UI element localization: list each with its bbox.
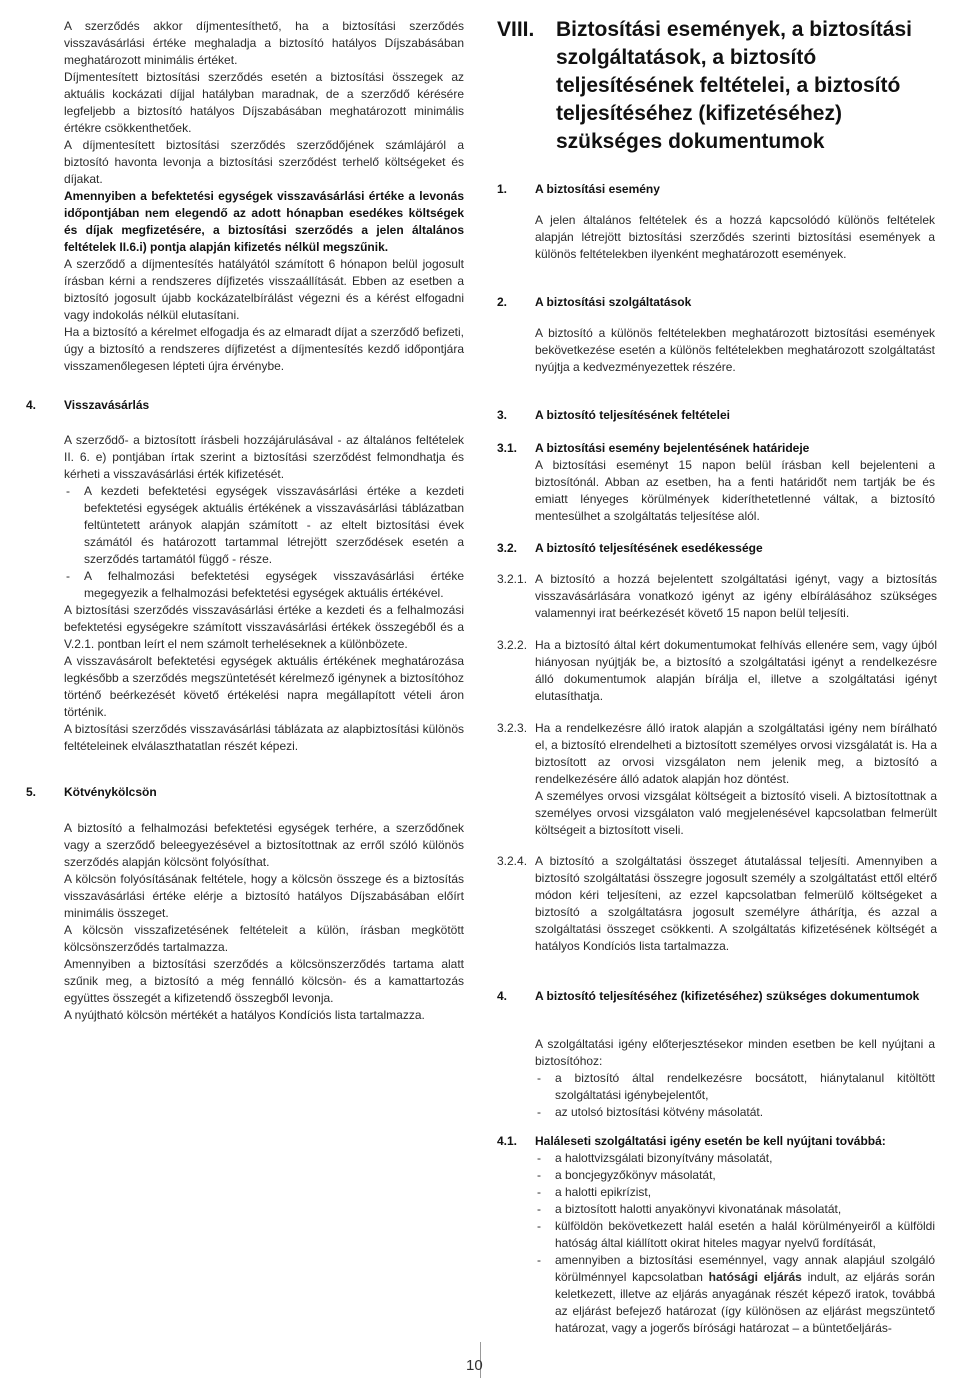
section-title: A biztosító teljesítésének feltételei <box>535 408 730 422</box>
section-title: A biztosítási szolgáltatások <box>535 295 692 309</box>
subsection-3-2-1 <box>497 571 937 622</box>
section-body <box>535 1150 935 1337</box>
dash-list-item: - a halottvizsgálati bizonyítvány másolatát, <box>535 1150 935 1167</box>
section-body <box>535 457 935 525</box>
section-body <box>535 1036 935 1121</box>
text-span: indult, az eljárás során keletkezett, illetve az eljárás anyagának részét képező iratok, továbbá az eljárást befejező határozat (így különösen az eljárást megszüntető határozat, vagy a jogerős bírósági határozat – a büntetőeljárás- <box>555 1270 935 1335</box>
subsection-number: 3.2.1. <box>497 572 528 586</box>
chapter-title: Biztosítási események, a biztosítási szolgáltatások, a biztosító teljesítésének feltételei, a biztosító teljesítéséhez (kifizetéséhez) szükséges dokumentumok <box>556 18 912 153</box>
section-number: 3.1. <box>497 441 518 455</box>
section-body <box>535 212 935 263</box>
subsection-number: 3.2.4. <box>497 854 528 868</box>
section-number: 3.2. <box>497 541 518 555</box>
paragraph: A biztosító a különös feltételekben meghatározott biztosítási események bekövetkezése esetén a különös feltételekben meghatározott szolgáltatást nyújtja a kedvezményezettek részére. <box>535 326 935 374</box>
dash-list-item: - a biztosított halotti anyakönyvi kivonatának másolatát, <box>535 1201 935 1218</box>
subsection-number: 3.2.3. <box>497 721 528 735</box>
paragraph: A biztosító a hozzá bejelentett szolgáltatási igényt, vagy a biztosítás visszavásárlására vonatkozó igényt az igény elbírálásához szükséges valamennyi irat beérkezését követő 15 napon belül teljesíti. <box>535 572 937 620</box>
section-number: 1. <box>497 182 508 196</box>
section-body-kotvenykolcson <box>64 820 464 1024</box>
section-number: 3. <box>497 408 508 422</box>
section-title: Visszavásárlás <box>64 398 150 412</box>
dash-list-item <box>535 1252 935 1337</box>
left-column <box>64 18 464 375</box>
paragraph: A biztosítási eseményt 15 napon belül írásban kell bejelenteni a biztosítónál. Abban az esetben, ha a fenti határidőt nem tartják be és emiatt lényeges körülmények kideríthetetlenné váltak, a biztosító mentesülhet a szolgáltatás teljesítése alól. <box>535 458 935 523</box>
paragraph: A szolgáltatási igény előterjesztésekor minden esetben be kell nyújtani a biztosítóhoz: <box>535 1037 935 1068</box>
paragraph: A jelen általános feltételek és a hozzá kapcsolódó különös feltételek alapján létrejött biztosítási szerződés szerinti biztosítási események a különös feltételekben ilyenként meghatározott események. <box>535 213 935 261</box>
paragraph: A szerződés akkor díjmentesíthető, ha a biztosítási szerződés visszavásárlási értéke meghaladja a biztosító hatályos Díjszabásában meghatározott minimális értéket. <box>64 19 464 67</box>
paragraph: A szerződő a díjmentesítés hatályától számított 6 hónapon belül jogosult írásban kérni a rendszeres díjfizetés visszaállítását. Ebben az esetben a biztosító jogosult újabb kockázatelbírálást végezni és a kérést elfogadni vagy indokolás nélkül elutasítani. <box>64 257 464 322</box>
paragraph: A kölcsön folyósításának feltétele, hogy a kölcsön összege és a biztosítás visszavásárlási értéke elérje a biztosító hatályos Díjszabásában előírt minimális összeget. <box>64 872 464 920</box>
paragraph: A visszavásárolt befektetési egységek aktuális értékének meghatározása legkésőbb a szerződés megszüntetését kérelmező igénynek a biztosítóhoz történő beérkezését követő értékelési napra megállapított vételi áron történik. <box>64 654 464 719</box>
paragraph: Díjmentesített biztosítási szerződés esetén a biztosítási összegek az aktuális kockázati díjjal hatályban maradnak, de a szerződő kérésére legfeljebb a biztosító hatályos Díjszabásában meghatározott minimális értékre csökkenthetőek. <box>64 70 464 135</box>
dash-list-item: - a biztosító által rendelkezésre bocsátott, hiánytalanul kitöltött szolgáltatási igénybejelentőt, <box>535 1070 935 1104</box>
page-number: 10 <box>466 1357 483 1374</box>
paragraph: Ha a biztosító által kért dokumentumokat felhívás ellenére sem, vagy újból hiányosan nyújtják be, a biztosító a szolgáltatási igényt a rendelkezésre álló dokumentumok alapján bírálja el, illetve a szolgáltatási igényt elutasíthatja. <box>535 638 937 703</box>
dash-list-item: - A felhalmozási befektetési egységek visszavásárlási értéke megegyezik a felhalmozási befektetési egységek aktuális értékével. <box>64 568 464 602</box>
section-number: 2. <box>497 295 508 309</box>
section-body-visszavasarlas <box>64 432 464 755</box>
section-number: 4.1. <box>497 1134 518 1148</box>
section-title: A biztosítási esemény <box>535 182 660 196</box>
text-span: amennyiben a biztosítási eseménnyel, vagy annak alapjául szolgáló körülménnyel kapcsolatban <box>555 1253 935 1284</box>
paragraph: A nyújtható kölcsön mértékét a hatályos Kondíciós lista tartalmazza. <box>64 1008 425 1022</box>
dash-list-item: - a halotti epikrízist, <box>535 1184 935 1201</box>
section-title: A biztosítási esemény bejelentésének határideje <box>535 441 810 455</box>
subsection-3-2-2 <box>497 637 937 705</box>
paragraph: A személyes orvosi vizsgálat költségeit a biztosító viseli. A biztosítottnak a személyes orvosi vizsgálaton való megjelenésével kapcsolatban felmerült költségeit a biztosított viseli. <box>535 789 937 837</box>
paragraph: A biztosító a felhalmozási befektetési egységek terhére, a szerződőnek vagy a szerződő beleegyezésével a biztosítottnak az erről szóló különös szerződés alapján kölcsönt folyósíthat. <box>64 821 464 869</box>
section-number: 4. <box>497 989 508 1003</box>
section-number: 4. <box>26 398 37 412</box>
paragraph-bold-termination: Amennyiben a befektetési egységek visszavásárlási értéke a levonás időpontjában nem elegendő az adott hónapban esedékes költségek és díjak megfizetésére, a biztosítási szerződés a jelen általános feltételek II.6.i) pontja alapján kifizetés nélkül megszűnik. <box>64 189 464 254</box>
subsection-3-2-4 <box>497 853 937 955</box>
paragraph: A biztosító a szolgáltatási összeget átutalással teljesíti. Amennyiben a biztosító szolgáltatási összegre jogosult személy a szolgáltatást ettől eltérő módon kéri teljesíteni, az ezzel kapcsolatban felmerülő költségeket a biztosító a szolgáltatásra jogosult személyre áthárítja, és azzal a szolgáltatási összeget csökkenti. A szolgáltatás kifizetésének költségét a hatályos Kondíciós lista tartalmazza. <box>535 854 937 953</box>
section-title: Kötvénykölcsön <box>64 785 157 799</box>
dash-list-item: - az utolsó biztosítási kötvény másolatát. <box>535 1104 935 1121</box>
paragraph: A kölcsön visszafizetésének feltételeit a külön, írásban megkötött kölcsönszerződés tartalmazza. <box>64 923 464 954</box>
bold-term: hatósági eljárás <box>708 1270 802 1284</box>
section-title: A biztosító teljesítéséhez (kifizetéséhez) szükséges dokumentumok <box>535 989 920 1003</box>
section-body <box>535 325 935 376</box>
subsection-3-2-3 <box>497 720 937 839</box>
dash-list-item: - A kezdeti befektetési egységek visszavásárlási értéke a kezdeti befektetési egységek aktuális értékének a visszavásárlási táblázatban feltüntetett arányok alapján számított - az eltelt biztosítási évek számától és határozott tartammal létrejött szerződések esetén a szerződés tartamától függő - része. <box>64 483 464 568</box>
paragraph: A szerződő- a biztosított írásbeli hozzájárulásával - az általános feltételek II. 6. e) pontjában írtak szerint a biztosítási szerződést felmondhatja és kérheti a visszavásárlási érték kifizetését. <box>64 433 464 481</box>
paragraph: Ha a rendelkezésre álló iratok alapján a szolgáltatási igény nem bírálható el, a biztosító elrendelheti a biztosított személyes orvosi vizsgálatát is. Ha a biztosított az orvosi vizsgálaton nem jelenik meg, a biztosító a rendelkezésére álló adatok alapján hoz döntést. <box>535 721 937 786</box>
dash-list-item: - a boncjegyzőkönyv másolatát, <box>535 1167 935 1184</box>
subsection-number: 3.2.2. <box>497 638 528 652</box>
section-number: 5. <box>26 785 37 799</box>
paragraph: Amennyiben a biztosítási szerződés a kölcsönszerződés tartama alatt szűnik meg, a biztosító a még fennálló kölcsön- és a kamattartozás együttes összegét a kifizetendő összegből levonja. <box>64 957 464 1005</box>
paragraph: A biztosítási szerződés visszavásárlási táblázata az alapbiztosítási különös feltételeinek elválaszthatatlan részét képezi. <box>64 722 464 753</box>
section-title: Haláleseti szolgáltatási igény esetén be kell nyújtani továbbá: <box>535 1134 886 1148</box>
paragraph: Ha a biztosító a kérelmet elfogadja és az elmaradt díjat a szerződő befizeti, úgy a biztosító a rendszeres díjfizetést a díjmentesítés kezdő időpontjára visszamenőlegesen lépteti újra érvénybe. <box>64 325 464 373</box>
chapter-number: VIII. <box>497 18 535 41</box>
paragraph: A biztosítási szerződés visszavásárlási értéke a kezdeti és a felhalmozási befektetési egységekre számított visszavásárlási értékek összegéből és a V.2.1. pontban leírt el nem számolt terheléseknek a különbözete. <box>64 603 464 651</box>
paragraph: A díjmentesített biztosítási szerződés szerződőjének számlájáról a biztosító havonta levonja a biztosítási szerződést terhelő költségeket és díjakat. <box>64 138 464 186</box>
dash-list-item: - külföldön bekövetkezett halál esetén a halál körülményeiről a külföldi hatóság által kiállított okirat hiteles magyar nyelvű fordítását, <box>535 1218 935 1252</box>
section-title: A biztosító teljesítésének esedékessége <box>535 541 763 555</box>
